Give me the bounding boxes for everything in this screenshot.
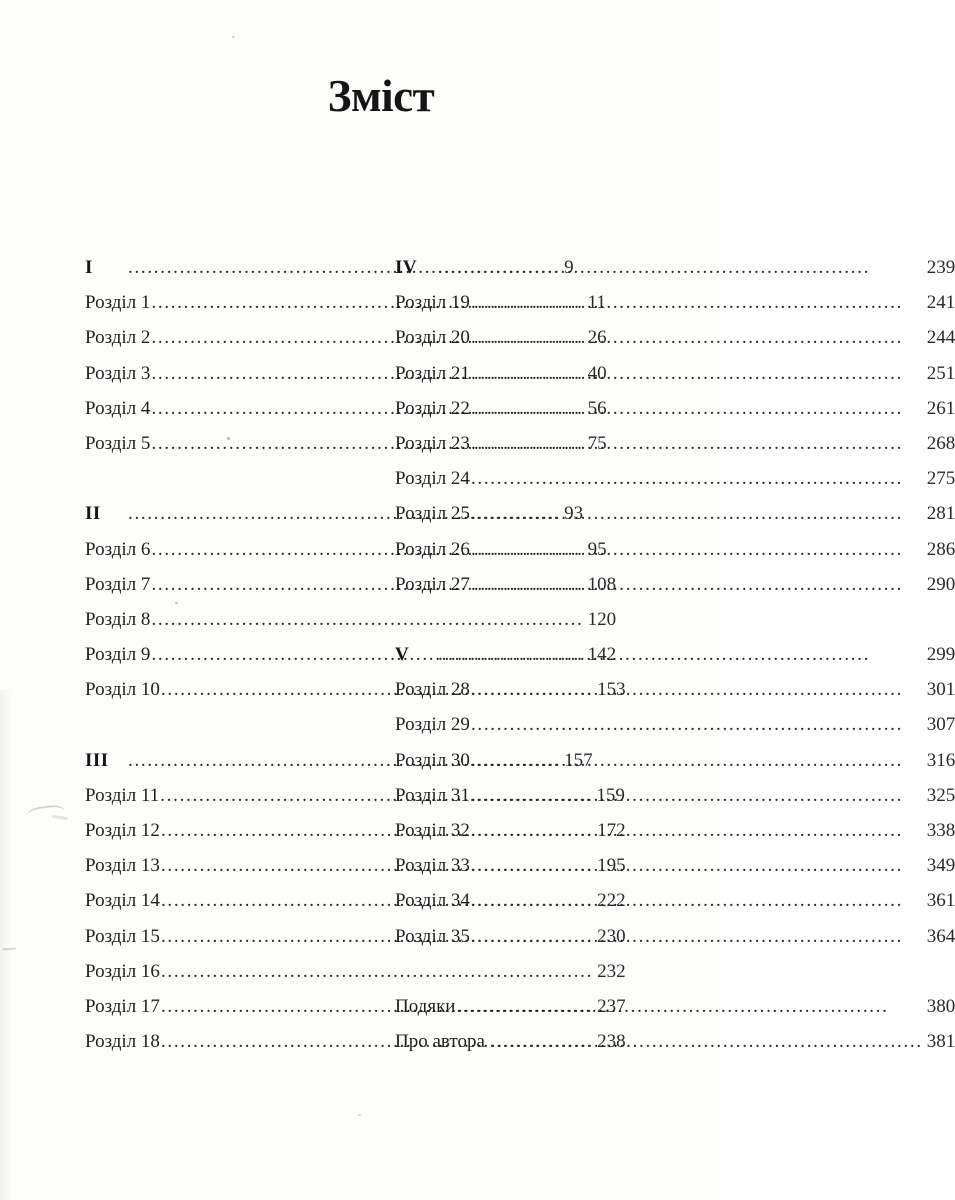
dot-leader: [471, 320, 923, 355]
toc-chapter-label: Розділ 14: [85, 890, 160, 912]
toc-page-number: 364: [926, 925, 955, 947]
toc-chapter-label: Розділ 13: [85, 855, 160, 877]
toc-page-number: 95: [587, 538, 607, 560]
dot-leader: [471, 778, 923, 813]
scan-speck-artifact: [175, 602, 178, 604]
toc-section-label: I: [85, 257, 93, 278]
toc-entry: [395, 989, 955, 1024]
toc-chapter-label: Розділ 6: [85, 538, 151, 560]
toc-chapter-label: Розділ 31: [395, 784, 470, 806]
table-of-contents: [85, 250, 955, 1059]
toc-entry: [395, 250, 955, 285]
toc-chapter-label: Подяки: [395, 995, 456, 1017]
toc-page-number: 349: [926, 855, 955, 877]
toc-chapter-label: Розділ 32: [395, 820, 470, 841]
toc-chapter-label: Розділ 2: [85, 327, 151, 349]
toc-entry: [395, 778, 955, 813]
toc-entry: [395, 461, 955, 496]
toc-chapter-label: Розділ 35: [395, 925, 470, 947]
toc-chapter-label: Розділ 28: [395, 679, 470, 701]
toc-chapter-label: Розділ 15: [85, 925, 160, 947]
toc-page-number: 361: [926, 890, 955, 912]
toc-page-number: 301: [926, 679, 955, 701]
toc-chapter-label: Розділ 8: [85, 608, 151, 630]
toc-page-number: 238: [597, 1031, 626, 1053]
toc-chapter-label: Розділ 18: [85, 1031, 160, 1053]
dot-leader: [456, 989, 922, 1024]
toc-chapter-label: Розділ 9: [85, 644, 151, 666]
toc-page-number: 286: [926, 538, 955, 560]
toc-page-number: 338: [926, 820, 955, 841]
toc-page-number: 26: [587, 327, 607, 349]
toc-page-number: 157: [564, 749, 593, 771]
page-title: Зміст: [327, 71, 435, 121]
dot-leader: [471, 813, 923, 848]
toc-entry: [85, 637, 617, 672]
dot-leader: [471, 461, 923, 496]
toc-page-number: 93: [564, 503, 584, 525]
toc-entry: [395, 883, 955, 918]
toc-chapter-label: Про автора: [395, 1031, 490, 1053]
dot-leader: [471, 496, 923, 531]
toc-section-label: III: [85, 749, 109, 771]
toc-chapter-label: Розділ 26: [395, 538, 470, 560]
toc-chapter-label: Розділ 33: [395, 855, 470, 877]
toc-section-label: II: [85, 503, 101, 525]
toc-chapter-label: Розділ 4: [85, 397, 151, 419]
toc-chapter-label: Розділ 11: [85, 784, 160, 806]
toc-chapter-label: Розділ 29: [395, 714, 470, 736]
scan-smudge-artifact: [2, 948, 16, 951]
toc-entry: [395, 743, 955, 778]
toc-entry: [395, 1024, 955, 1059]
toc-page-number: 222: [597, 890, 626, 912]
toc-page-number: 307: [926, 714, 955, 736]
toc-entry: [395, 496, 955, 531]
toc-chapter-label: Розділ 25: [395, 503, 470, 525]
toc-chapter-label: Розділ 12: [85, 820, 160, 841]
scan-speck-artifact: [232, 36, 235, 38]
toc-page-number: 9: [564, 257, 574, 278]
dot-leader: [438, 250, 923, 285]
toc-entry: [395, 813, 955, 848]
toc-page-number: 244: [926, 327, 955, 349]
toc-chapter-label: Розділ 7: [85, 573, 151, 595]
toc-entry: [85, 602, 617, 637]
toc-page-number: 11: [587, 292, 606, 314]
dot-leader: [471, 707, 923, 742]
toc-spacer: [395, 954, 955, 989]
toc-spacer: [395, 602, 955, 637]
toc-page-number: 159: [596, 784, 625, 806]
toc-entry: [395, 391, 955, 426]
toc-page-number: 108: [587, 573, 617, 595]
toc-chapter-label: Розділ 27: [395, 573, 470, 595]
dot-leader: [471, 919, 923, 954]
toc-entry: [395, 707, 955, 742]
toc-page-number: 153: [597, 679, 626, 701]
toc-chapter-label: Розділ 19: [395, 292, 470, 314]
dot-leader: [471, 848, 923, 883]
scan-speck-artifact: [227, 437, 230, 440]
dot-leader: [471, 391, 923, 426]
toc-page-number: 230: [597, 925, 626, 947]
toc-page-number: 325: [926, 784, 955, 806]
toc-page-number: 120: [587, 608, 617, 630]
toc-spacer: [85, 461, 363, 496]
dot-leader: [471, 672, 923, 707]
toc-chapter-label: Розділ 24: [395, 468, 470, 490]
toc-page-number: 56: [587, 397, 607, 419]
toc-section-label: V: [395, 644, 410, 666]
scan-edge-shading: [0, 690, 12, 1200]
dot-leader: [471, 743, 923, 778]
toc-entry: [395, 567, 955, 602]
toc-entry: [395, 356, 955, 391]
toc-page-number: 275: [926, 468, 955, 490]
toc-chapter-label: Розділ 5: [85, 432, 151, 454]
toc-page-number: 241: [926, 292, 955, 314]
toc-page-number: 237: [597, 995, 626, 1017]
toc-entry: [395, 848, 955, 883]
toc-entry: [395, 672, 955, 707]
toc-chapter-label: Розділ 16: [85, 960, 160, 982]
dot-leader: [471, 532, 923, 567]
toc-page-number: 261: [926, 397, 955, 419]
toc-page-number: 75: [587, 432, 607, 454]
dot-leader: [471, 567, 923, 602]
toc-entry: [85, 954, 626, 989]
dot-leader: [491, 1024, 923, 1059]
scan-smudge-artifact: [26, 804, 65, 823]
toc-column-right: [395, 250, 955, 1059]
toc-page-number: 381: [926, 1031, 955, 1053]
toc-page-number: 239: [926, 257, 955, 278]
dot-leader: [471, 883, 923, 918]
toc-page-number: 281: [926, 503, 955, 525]
toc-page-number: 232: [597, 960, 626, 982]
toc-page-number: 142: [587, 644, 617, 666]
dot-leader: [438, 637, 923, 672]
dot-leader: [471, 285, 923, 320]
toc-page-number: 290: [926, 573, 955, 595]
scan-smudge-artifact: [52, 815, 68, 820]
toc-entry: [395, 532, 955, 567]
toc-chapter-label: Розділ 3: [85, 362, 151, 384]
scan-speck-artifact: [358, 1114, 361, 1116]
toc-page-number: 380: [926, 995, 955, 1017]
toc-chapter-label: Розділ 17: [85, 995, 160, 1017]
toc-entry: [395, 919, 955, 954]
toc-entry: [395, 426, 955, 461]
toc-chapter-label: Розділ 22: [395, 397, 470, 419]
toc-spacer: [85, 707, 363, 742]
toc-chapter-label: Розділ 23: [395, 432, 470, 454]
toc-entry: [395, 320, 955, 355]
toc-page-number: 172: [597, 820, 626, 841]
toc-chapter-label: Розділ 30: [395, 749, 470, 771]
toc-page-number: 299: [926, 644, 955, 666]
toc-page-number: 316: [926, 749, 955, 771]
toc-chapter-label: Розділ 10: [85, 679, 160, 701]
toc-section-label: IV: [395, 257, 418, 278]
toc-page-number: 251: [926, 362, 955, 384]
toc-chapter-label: Розділ 21: [395, 362, 470, 384]
dot-leader: [471, 426, 923, 461]
toc-entry: [395, 285, 955, 320]
toc-chapter-label: Розділ 1: [85, 292, 151, 314]
dot-leader: [471, 356, 923, 391]
toc-chapter-label: Розділ 34: [395, 890, 470, 912]
toc-page-number: 268: [926, 432, 955, 454]
toc-page-number: 195: [597, 855, 626, 877]
toc-page-number: 40: [587, 362, 607, 384]
toc-entry: [395, 637, 955, 672]
toc-chapter-label: Розділ 20: [395, 327, 470, 349]
